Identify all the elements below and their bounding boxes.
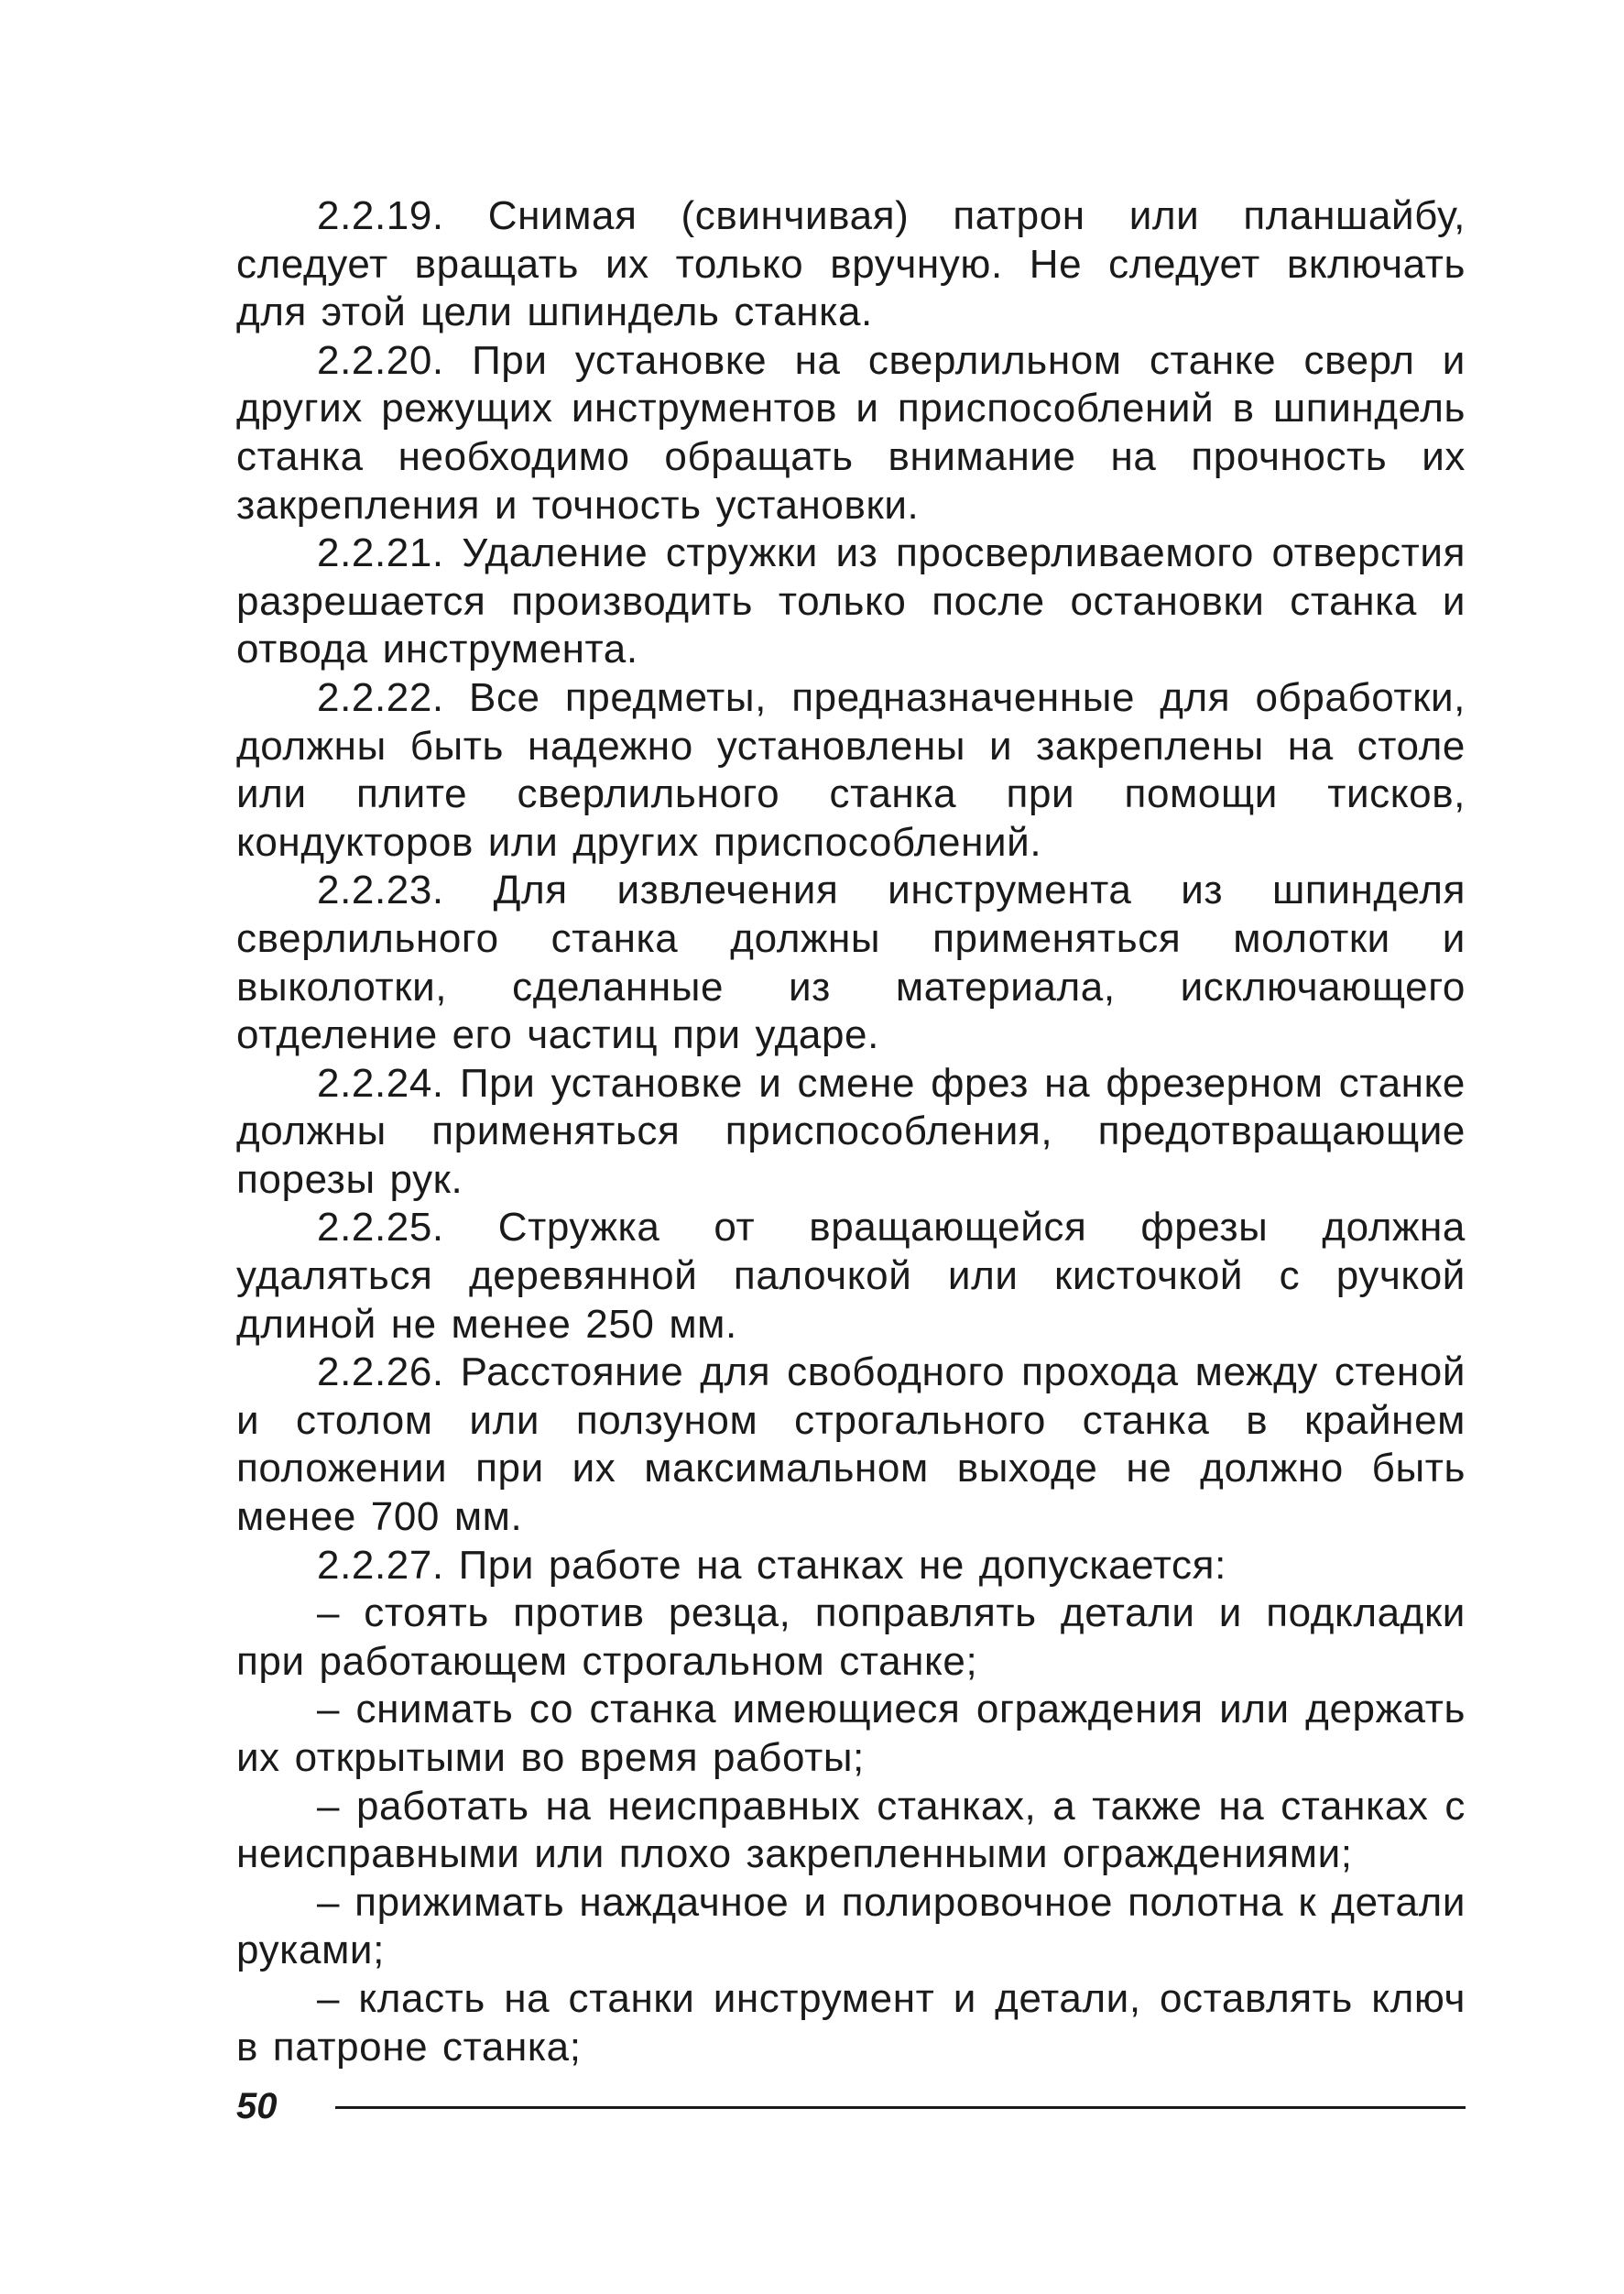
paragraph-2-2-25: 2.2.25. Стружка от вращающейся фрезы должна удаляться деревянной палочкой или кисточкой с ручкой длиной не менее 250 мм.: [236, 1205, 1466, 1347]
list-item: – работать на неисправных станках, а также на станках с неисправными или плохо закрепленными ограждениями;: [236, 1783, 1466, 1877]
document-body: [236, 192, 1466, 2071]
paragraph-2-2-27: 2.2.27. При работе на станках не допускается:: [317, 1542, 1226, 1588]
footer-divider: [335, 2106, 1466, 2109]
paragraph-2-2-19: 2.2.19. Снимая (свинчивая) патрон или планшайбу, следует вращать их только вручную. Не следует включать для этой цели шпиндель станка.: [236, 193, 1466, 335]
paragraph-2-2-24: 2.2.24. При установке и смене фрез на фрезерном станке должны применяться приспособления, предотвращающие порезы рук.: [236, 1060, 1466, 1202]
paragraph-2-2-23: 2.2.23. Для извлечения инструмента из шпинделя сверлильного станка должны применяться молотки и выколотки, сделанные из материала, исключающего отделение его частиц при ударе.: [236, 868, 1466, 1058]
page-footer: [236, 2084, 1466, 2139]
list-item: – класть на станки инструмент и детали, оставлять ключ в патроне станка;: [236, 1975, 1466, 2070]
paragraph-2-2-20: 2.2.20. При установке на сверлильном станке сверл и других режущих инструментов и приспособлений в шпиндель станка необходимо обращать внимание на прочность их закрепления и точность установки.: [236, 337, 1466, 528]
list-item: – прижимать наждачное и полировочное полотна к детали руками;: [236, 1879, 1466, 1973]
paragraph-2-2-21: 2.2.21. Удаление стружки из просверливаемого отверстия разрешается производить только после остановки станка и отвода инструмента.: [236, 530, 1466, 672]
page-number: 50: [236, 2086, 278, 2126]
paragraph-2-2-22: 2.2.22. Все предметы, предназначенные для обработки, должны быть надежно установлены и закреплены на столе или плите сверлильного станка при помощи тисков, кондукторов или других приспособлений.: [236, 674, 1466, 865]
list-item: – снимать со станка имеющиеся ограждения или держать их открытыми во время работы;: [236, 1687, 1466, 1780]
paragraph-2-2-26: 2.2.26. Расстояние для свободного прохода между стеной и столом или ползуном строгального станка в крайнем положении при их максимальном выходе не должно быть менее 700 мм.: [236, 1349, 1466, 1540]
list-item: – стоять против резца, поправлять детали и подкладки при работающем строгальном станке;: [236, 1590, 1466, 1684]
